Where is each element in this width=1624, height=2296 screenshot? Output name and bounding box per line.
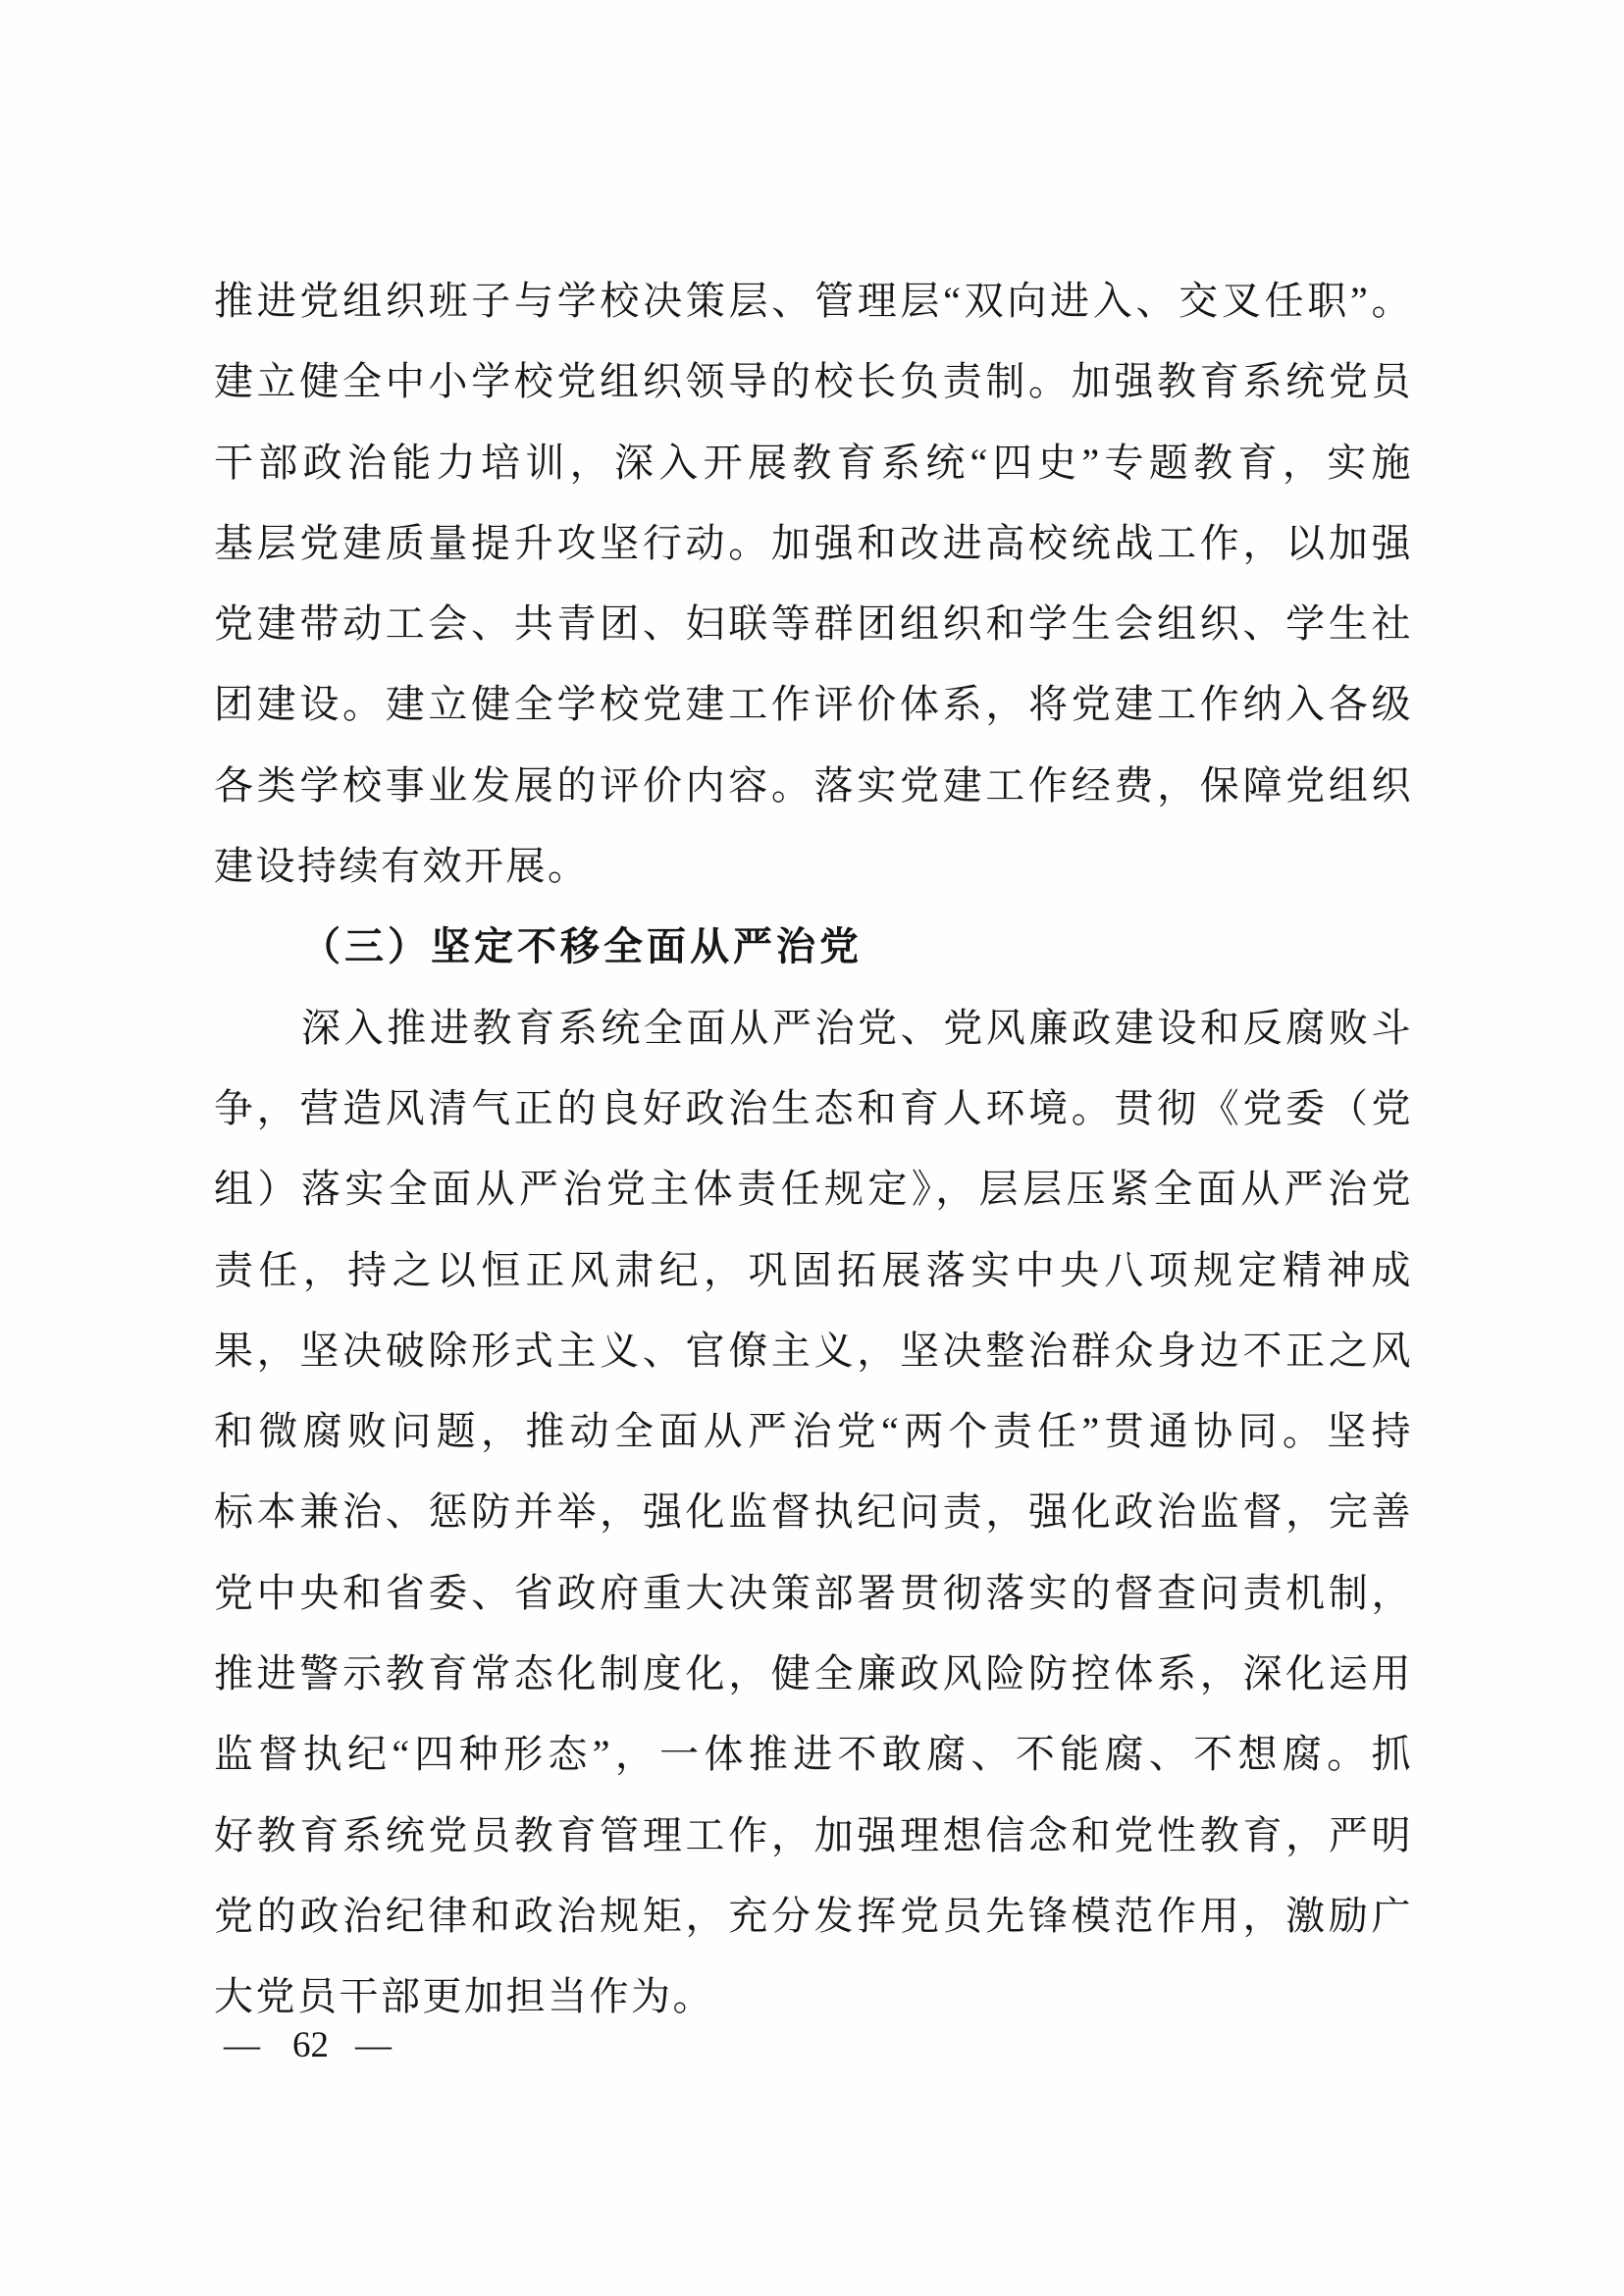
paragraph-2-line: 责任，持之以恒正风肃纪，巩固拓展落实中央八项规定精神成	[214, 1247, 1413, 1292]
footer-right-dash: —	[355, 2024, 392, 2065]
paragraph-1-line: 基层党建质量提升攻坚行动。加强和改进高校统战工作，以加强	[214, 520, 1413, 565]
paragraph-1-line: 团建设。建立健全学校党建工作评价体系，将党建工作纳入各级	[214, 682, 1413, 727]
paragraph-2-line: 推进警示教育常态化制度化，健全廉政风险防控体系，深化运用	[214, 1651, 1413, 1696]
paragraph-2-line: 党中央和省委、省政府重大决策部署贯彻落实的督查问责机制，	[214, 1570, 1413, 1615]
paragraph-1-line: 各类学校事业发展的评价内容。落实党建工作经费，保障党组织	[214, 762, 1413, 808]
paragraph-2-line: 和微腐败问题，推动全面从严治党“两个责任”贯通协同。坚持	[214, 1409, 1413, 1454]
paragraph-2-line: 争，营造风清气正的良好政治生态和育人环境。贯彻《党委（党	[214, 1085, 1413, 1130]
paragraph-2-line: 好教育系统党员教育管理工作，加强理想信念和党性教育，严明	[214, 1812, 1413, 1857]
footer-left-dash: —	[224, 2024, 260, 2065]
paragraph-2-line: 大党员干部更加担当作为。	[214, 1974, 714, 2019]
paragraph-1-line: 干部政治能力培训，深入开展教育系统“四史”专题教育，实施	[214, 440, 1413, 485]
paragraph-1-line: 建设持续有效开展。	[214, 844, 590, 889]
section-heading: （三）坚定不移全面从严治党	[301, 924, 863, 969]
paragraph-2-line: 果，坚决破除形式主义、官僚主义，坚决整治群众身边不正之风	[214, 1328, 1413, 1373]
paragraph-1-line: 党建带动工会、共青团、妇联等群团组织和学生会组织、学生社	[214, 601, 1413, 647]
document-body	[214, 261, 1413, 2038]
page-number: 62	[292, 2024, 329, 2065]
paragraph-2-line: 组）落实全面从严治党主体责任规定》，层层压紧全面从严治党	[214, 1167, 1413, 1212]
page-footer	[224, 2023, 392, 2066]
paragraph-1-line: 推进党组织班子与学校决策层、管理层“双向进入、交叉任职”。	[214, 279, 1413, 323]
paragraph-2-line: 监督执纪“四种形态”，一体推进不敢腐、不能腐、不想腐。抓	[214, 1732, 1413, 1777]
paragraph-1-line: 建立健全中小学校党组织领导的校长负责制。加强教育系统党员	[214, 359, 1413, 404]
paragraph-2-line: 标本兼治、惩防并举，强化监督执纪问责，强化政治监督，完善	[214, 1489, 1413, 1535]
paragraph-2-line: 党的政治纪律和政治规矩，充分发挥党员先锋模范作用，激励广	[214, 1893, 1413, 1938]
paragraph-2-line: 深入推进教育系统全面从严治党、党风廉政建设和反腐败斗	[301, 1005, 1413, 1050]
